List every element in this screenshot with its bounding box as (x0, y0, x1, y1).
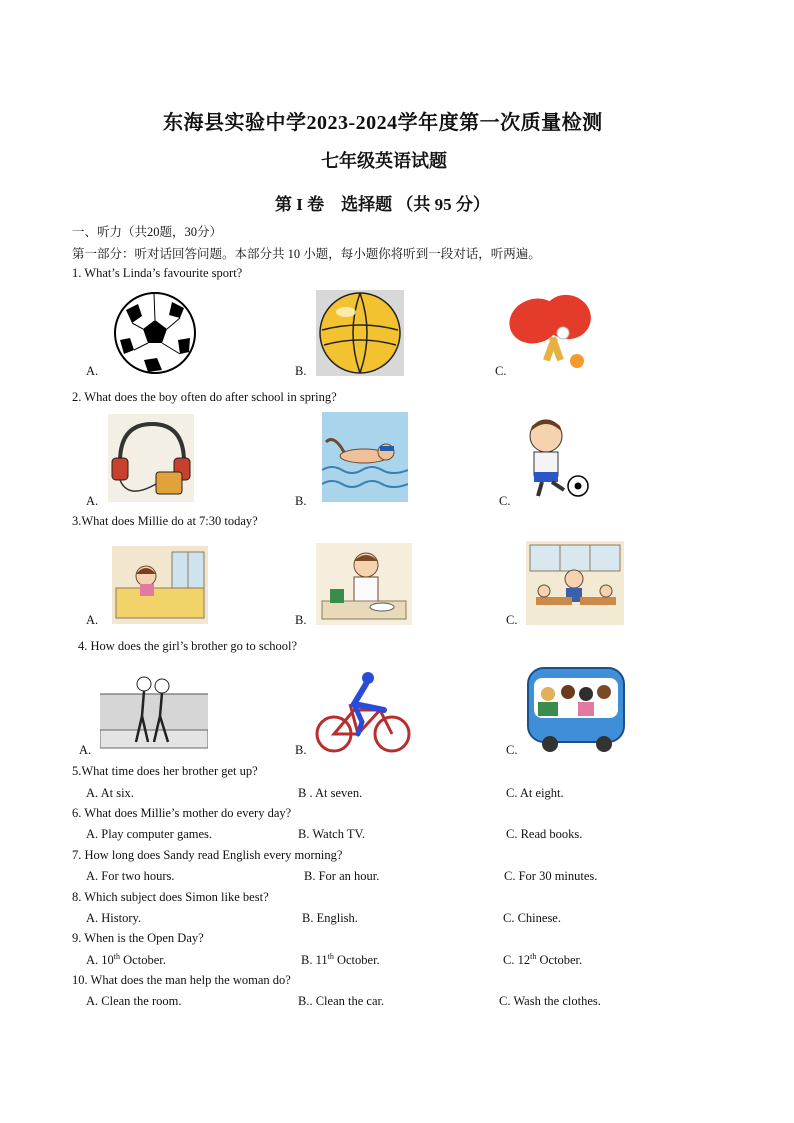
boy-playing-football-picture (512, 414, 592, 502)
question-2-stem: 2. What does the boy often do after school in spring? (72, 390, 337, 404)
q9-option-c: C. 12th October. (503, 952, 583, 968)
q2-option-b: B. (295, 494, 307, 508)
question-6-stem: 6. What does Millie’s mother do every day? (72, 806, 292, 820)
q3-option-c: C. (506, 613, 518, 627)
q5-option-c: C. At eight. (506, 786, 564, 800)
girl-waking-up-picture (112, 546, 208, 624)
q1-option-a: A. (86, 364, 99, 378)
page-subtitle: 七年级英语试题 (321, 151, 447, 171)
question-9-stem: 9. When is the Open Day? (72, 931, 204, 945)
q10-option-c: C. Wash the clothes. (499, 994, 601, 1008)
q8-option-b: B. English. (302, 911, 358, 925)
q9-option-b: B. 11th October. (301, 952, 380, 968)
q4-option-c: C. (506, 743, 518, 757)
q10-option-b: B.. Clean the car. (298, 994, 385, 1008)
table-tennis-picture (505, 293, 597, 375)
volleyball-picture (316, 290, 404, 376)
q8-option-c: C. Chinese. (503, 911, 561, 925)
q6-option-a: A. Play computer games. (86, 827, 213, 841)
question-3-stem: 3.What does Millie do at 7:30 today? (72, 514, 258, 528)
q2-option-c: C. (499, 494, 511, 508)
q9-option-a: A. 10th October. (86, 952, 166, 968)
bicycle-picture (314, 670, 412, 756)
swimming-picture (322, 412, 408, 502)
q10-option-a: A. Clean the room. (86, 994, 182, 1008)
q6-option-b: B. Watch TV. (298, 827, 366, 841)
soccer-ball-picture (112, 290, 198, 376)
q7-option-a: A. For two hours. (86, 869, 175, 883)
q6-option-c: C. Read books. (506, 827, 583, 841)
q4-option-b: B. (295, 743, 307, 757)
question-4-stem: 4. How does the girl’s brother go to school? (78, 639, 298, 653)
boy-having-breakfast-picture (316, 543, 412, 625)
q5-option-a: A. At six. (86, 786, 134, 800)
q7-option-b: B. For an hour. (304, 869, 380, 883)
q3-option-b: B. (295, 613, 307, 627)
question-7-stem: 7. How long does Sandy read English every morning? (72, 848, 343, 862)
students-in-classroom-picture (526, 541, 624, 625)
bus-picture (524, 662, 628, 754)
headphones-music-player-picture (108, 414, 194, 502)
part-title: 第 I 卷 选择题 （共 95 分） (275, 195, 490, 214)
q8-option-a: A. History. (86, 911, 142, 925)
page-title: 东海县实验中学2023-2024学年度第一次质量检测 (163, 112, 603, 134)
question-8-stem: 8. Which subject does Simon like best? (72, 890, 269, 904)
q2-option-a: A. (86, 494, 99, 508)
question-1-stem: 1. What’s Linda’s favourite sport? (72, 266, 243, 280)
section-listening: 一、听力（共20题，30分） (72, 225, 223, 239)
q4-option-a: A. (79, 743, 92, 757)
q5-option-b: B . At seven. (298, 786, 363, 800)
q3-option-a: A. (86, 613, 99, 627)
question-10-stem: 10. What does the man help the woman do? (72, 973, 291, 987)
part1-instruction: 第一部分：听对话回答问题。本部分共 10 小题，每小题你将听到一段对话，听两遍。 (72, 247, 541, 261)
children-walking-picture (100, 664, 208, 754)
q1-option-b: B. (295, 364, 307, 378)
q1-option-c: C. (495, 364, 507, 378)
question-5-stem: 5.What time does her brother get up? (72, 764, 258, 778)
q7-option-c: C. For 30 minutes. (504, 869, 598, 883)
